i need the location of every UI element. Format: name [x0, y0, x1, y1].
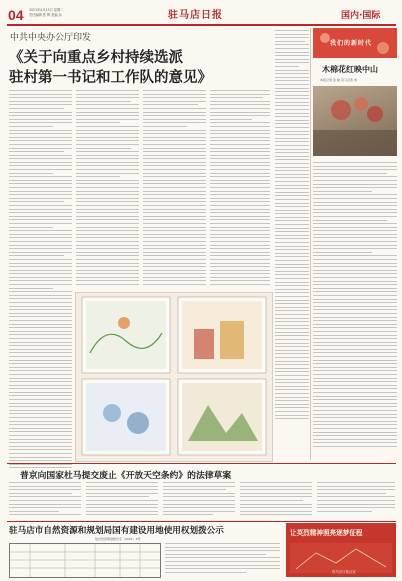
feature-photo: [313, 86, 397, 156]
lead-article-column-2: [76, 90, 139, 290]
page-number: 04: [8, 7, 24, 23]
article-title-line1: 《关于向重点乡村持续选派: [9, 49, 183, 66]
second-article-column-5: [317, 482, 395, 518]
feature-banner-text: 我们的新时代: [330, 40, 373, 47]
feature-photo-graphic: [313, 86, 397, 156]
column-divider-right: [310, 28, 311, 460]
date-line: 2021年4月13日 星期二: [29, 8, 64, 12]
article-kicker: 中共中央办公厅印发: [10, 33, 92, 43]
masthead-rule: [7, 24, 396, 26]
lead-article-column-5: [275, 30, 309, 458]
lead-article-column-3: [143, 90, 206, 290]
second-article-column-2: [86, 482, 158, 518]
feature-column-text: [313, 162, 397, 460]
notice-table: [9, 543, 161, 578]
notice-divider: [7, 521, 396, 522]
editor-line: 责任编辑 张 辉 美编 孙: [29, 13, 62, 17]
notice-title: 驻马店市自然资源和规划局国有建设用地使用权划拨公示: [9, 526, 224, 536]
illustration-graphics: [76, 293, 272, 461]
second-article-column-1: [9, 482, 81, 518]
notice-table-grid: [10, 544, 160, 577]
second-article-column-4: [240, 482, 312, 518]
section-divider: [7, 463, 396, 464]
section-title: 国内·国际: [341, 11, 381, 21]
article-title-line2: 驻村第一书记和工作队的意见》: [9, 69, 212, 86]
lead-article-column-1: [9, 90, 72, 488]
newspaper-logo: 驻马店日报: [168, 10, 223, 21]
ad-title: 让英烈精神照亮逐梦征程: [290, 529, 363, 537]
feature-byline: 本报记者 张 晓 见习记者 刘: [320, 78, 357, 82]
illustration-panel: [75, 292, 273, 462]
notice-text: [165, 543, 280, 576]
second-article-title: 普京向国家杜马提交废止《开放天空条约》的法律草案: [20, 471, 232, 481]
feature-column-title: 木棉花红映中山: [322, 65, 378, 74]
lead-article-column-4: [210, 90, 270, 290]
ad-caption: 驻马店日报社宣: [332, 570, 356, 574]
notice-subtitle: 驻自然资规划拨告字〔2021〕5号: [95, 537, 141, 541]
second-article-column-3: [163, 482, 235, 518]
